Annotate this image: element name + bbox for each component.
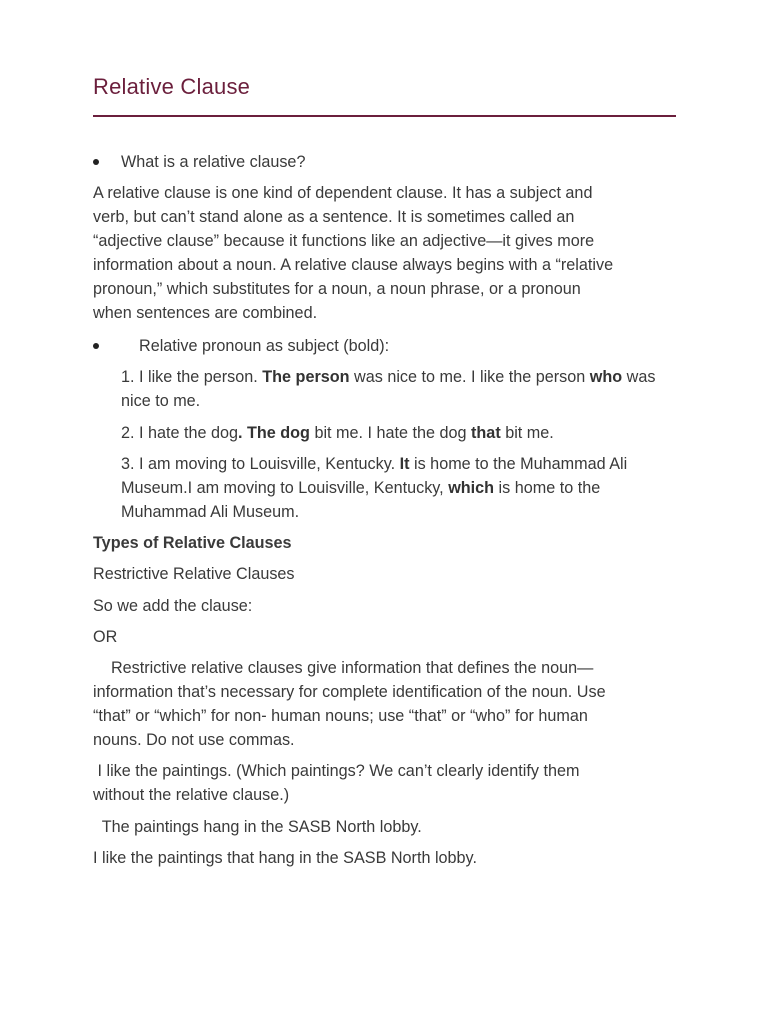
example-text: 1. I like the person.	[121, 368, 263, 386]
paragraph-line: nouns. Do not use commas.	[93, 731, 295, 749]
bullet-text: What is a relative clause?	[121, 153, 306, 171]
paragraph-line: information that’s necessary for complete identification of the noun. Use	[93, 683, 606, 701]
bullet-text: Relative pronoun as subject (bold):	[139, 337, 390, 355]
paragraph-line: when sentences are combined.	[93, 304, 318, 322]
example-text: is home to the Muhammad Ali Museum.	[121, 479, 601, 521]
relative-pronoun: that	[471, 424, 501, 442]
example-3	[121, 452, 673, 524]
paragraph-line: without the relative clause.)	[93, 786, 290, 804]
paragraph-line: “that” or “which” for non- human nouns; use “that” or “who” for human	[93, 707, 588, 725]
paragraph-line: pronoun,” which substitutes for a noun, a noun phrase, or a pronoun	[93, 280, 581, 298]
paragraph-line: verb, but can’t stand alone as a sentence. It is sometimes called an	[93, 208, 575, 226]
paragraph-definition	[93, 181, 678, 325]
paragraph-line: information about a noun. A relative clause always begins with a “relative	[93, 256, 614, 274]
example-2	[121, 421, 678, 445]
paragraph-line: “adjective clause” because it functions like an adjective—it gives more	[93, 232, 595, 250]
example-text: bit me.	[500, 424, 554, 442]
paragraph-line: Restrictive relative clauses give information that defines the noun—	[93, 659, 594, 677]
paragraph-line: I like the paintings. (Which paintings? We can’t clearly identify them	[93, 762, 580, 780]
subheading-restrictive: Restrictive Relative Clauses	[93, 565, 295, 583]
example-text: was nice to me.	[121, 368, 656, 410]
bullet-icon	[93, 159, 99, 165]
bullet-icon	[93, 343, 99, 349]
page-title: Relative Clause	[93, 74, 251, 99]
example-text: 3. I am moving to Louisville, Kentucky.	[121, 455, 400, 473]
relative-pronoun: who	[589, 368, 623, 386]
text-or: OR	[93, 628, 118, 646]
title-divider	[93, 115, 676, 117]
example-text: was nice to me. I like the person	[349, 368, 590, 386]
example-1	[121, 365, 678, 413]
paragraph-restrictive	[93, 656, 678, 752]
example-text: bit me. I hate the dog	[309, 424, 472, 442]
text-final-sentence: I like the paintings that hang in the SASB North lobby.	[93, 849, 477, 867]
relative-pronoun: which	[448, 479, 495, 497]
example-bold: . The dog	[238, 424, 310, 442]
example-bold: The person	[262, 368, 350, 386]
example-text: is home to the Muhammad Ali Museum.I am moving to Louisville, Kentucky,	[121, 455, 628, 497]
text-paintings-hang: The paintings hang in the SASB North lobby.	[93, 818, 422, 836]
example-bold: It	[399, 455, 410, 473]
text-so-we-add: So we add the clause:	[93, 597, 253, 615]
example-text: 2. I hate the dog	[121, 424, 239, 442]
paragraph-paintings	[93, 759, 678, 807]
section-heading-types: Types of Relative Clauses	[93, 534, 292, 552]
paragraph-line: A relative clause is one kind of dependent clause. It has a subject and	[93, 184, 593, 202]
